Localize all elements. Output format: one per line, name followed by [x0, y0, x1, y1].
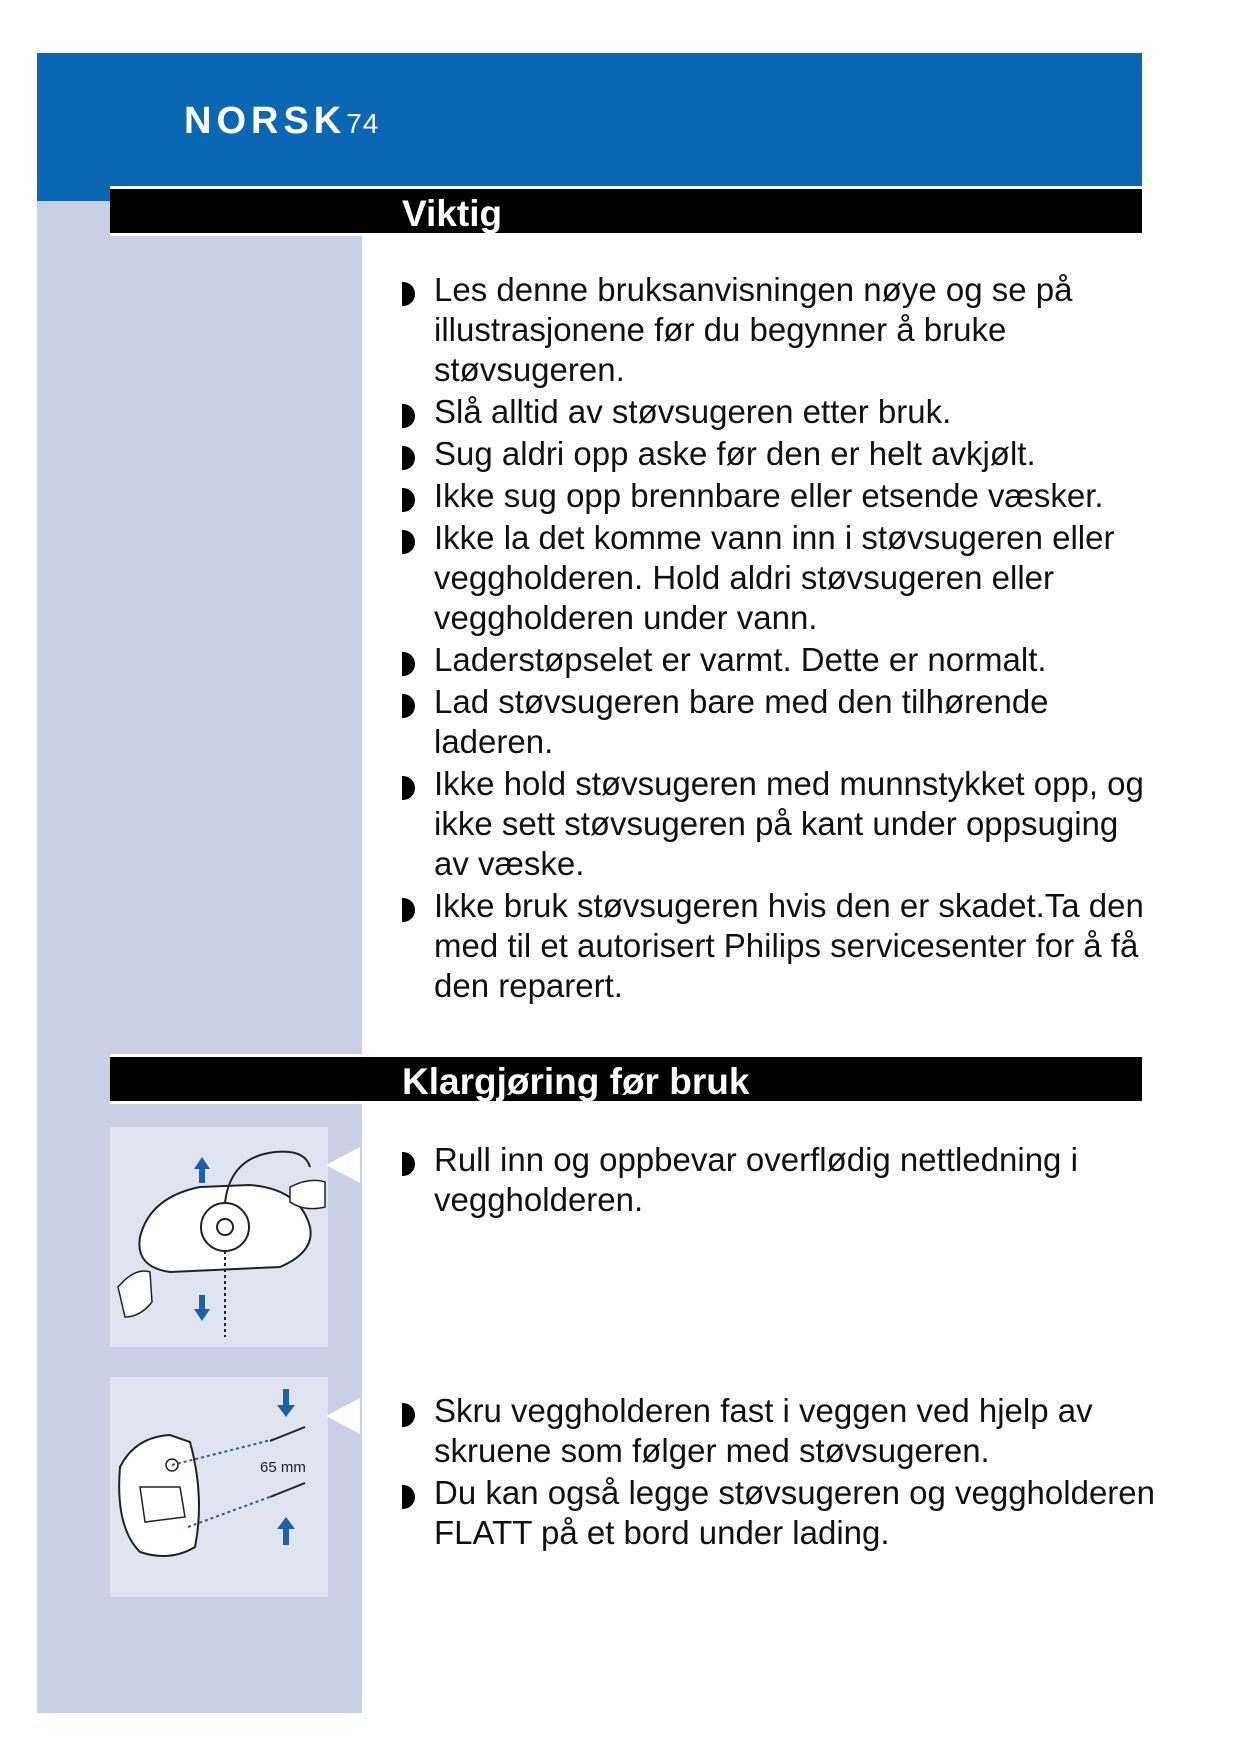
step-list-2 [400, 1391, 1160, 1555]
bullet-icon [402, 652, 415, 676]
section-title: Klargjøring før bruk [402, 1061, 750, 1102]
bullet-icon [402, 898, 415, 922]
list-item: Ikke bruk støvsugeren hvis den er skadet.Ta den med til et autorisert Philips servicesenter for å få den reparert. [400, 886, 1160, 1006]
list-item: Slå alltid av støvsugeren etter bruk. [400, 392, 1160, 432]
wall-holder-illustration [110, 1127, 328, 1347]
figure-cord-storage [110, 1127, 328, 1347]
list-item: Lad støvsugeren bare med den tilhørende laderen. [400, 682, 1160, 762]
wall-mount-illustration [110, 1377, 328, 1597]
page-title [184, 100, 379, 143]
bullet-icon [402, 1152, 415, 1176]
arrow-down-icon [277, 1389, 295, 1417]
section-header-klargjoring [110, 1054, 1142, 1104]
step-list-1 [400, 1140, 1160, 1222]
bullet-icon [402, 446, 415, 470]
bullet-icon [402, 488, 415, 512]
section-header-viktig [110, 186, 1142, 236]
measurement-label: 65 mm [260, 1459, 306, 1476]
bullet-icon [402, 1485, 415, 1509]
bullet-icon [402, 530, 415, 554]
list-item: Skru veggholderen fast i veggen ved hjelp av skruene som følger med støvsugeren. [400, 1391, 1160, 1471]
list-item: Sug aldri opp aske før den er helt avkjølt. [400, 434, 1160, 474]
list-item: Laderstøpselet er varmt. Dette er normalt. [400, 640, 1160, 680]
section-title: Viktig [402, 193, 503, 234]
pointer-notch [326, 1398, 360, 1434]
bullet-icon [402, 1403, 415, 1427]
list-item: Ikke sug opp brennbare eller etsende væsker. [400, 476, 1160, 516]
language-title: NORSK [184, 100, 347, 142]
arrow-down-icon [194, 1295, 210, 1321]
bullet-icon [402, 282, 415, 306]
arrow-up-icon [194, 1157, 210, 1183]
list-item: Rull inn og oppbevar overflødig nettledning i veggholderen. [400, 1140, 1160, 1220]
list-item: Les denne bruksanvisningen nøye og se på illustrasjonene før du begynner å bruke støvsugeren. [400, 270, 1160, 390]
list-item: Ikke la det komme vann inn i støvsugeren eller veggholderen. Hold aldri støvsugeren eller veggholderen under vann. [400, 518, 1160, 638]
bullet-icon [402, 694, 415, 718]
arrow-up-icon [277, 1517, 295, 1545]
list-item: Ikke hold støvsugeren med munnstykket opp, og ikke sett støvsugeren på kant under oppsuging av væske. [400, 764, 1160, 884]
bullet-icon [402, 404, 415, 428]
bullet-icon [402, 776, 415, 800]
figure-wall-mounting [110, 1377, 328, 1597]
page-number: 74 [346, 108, 380, 139]
important-list [400, 270, 1160, 1008]
pointer-notch [326, 1147, 360, 1183]
list-item: Du kan også legge støvsugeren og veggholderen FLATT på et bord under lading. [400, 1473, 1160, 1553]
